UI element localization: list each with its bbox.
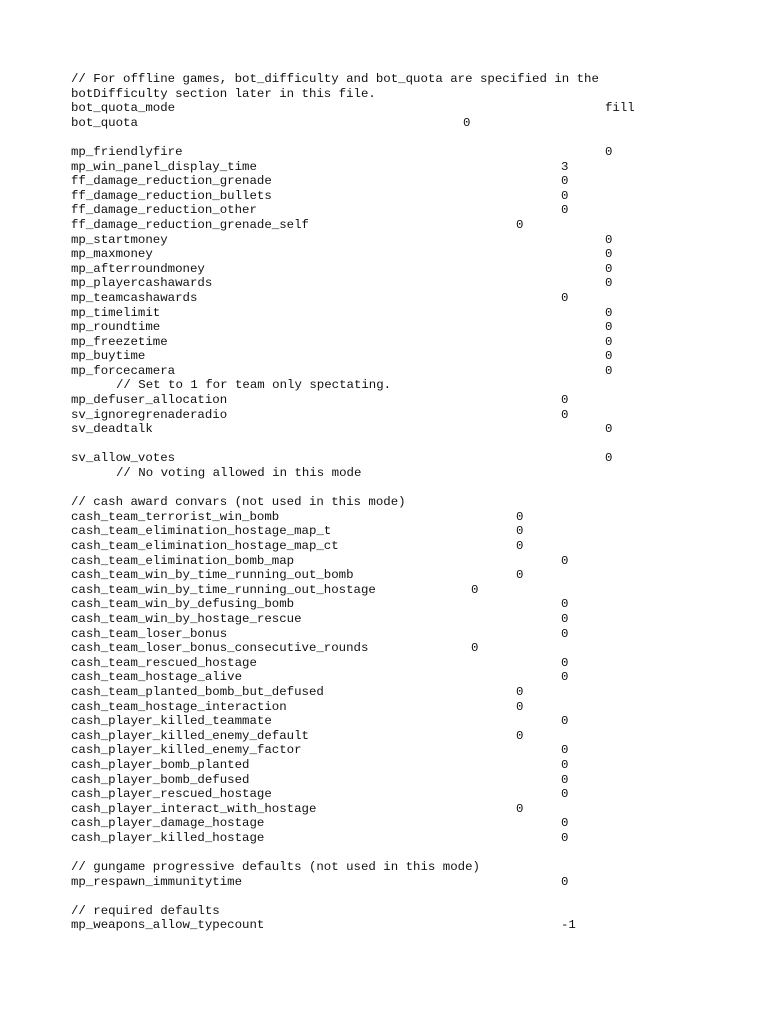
setting-value: 0 [561, 174, 569, 189]
setting-row [71, 597, 731, 612]
setting-value: 0 [561, 816, 569, 831]
setting-value: 0 [561, 407, 569, 422]
setting-key: cash_team_loser_bonus_consecutive_rounds [71, 641, 369, 656]
setting-key: mp_afterroundmoney [71, 261, 205, 276]
setting-value: 0 [561, 757, 569, 772]
setting-row [71, 816, 731, 831]
blank-line [71, 437, 731, 452]
blank-line [71, 845, 731, 860]
setting-key: sv_ignoregrenaderadio [71, 407, 228, 422]
setting-key: cash_team_hostage_alive [71, 670, 243, 685]
setting-key: ff_damage_reduction_other [71, 203, 257, 218]
setting-row [71, 101, 731, 116]
setting-key: mp_forcecamera [71, 363, 176, 378]
setting-row [71, 451, 731, 466]
setting-key: bot_quota [71, 115, 138, 130]
comment-line: // gungame progressive defaults (not used in this mode) [71, 860, 480, 875]
setting-key: cash_team_win_by_hostage_rescue [71, 611, 302, 626]
setting-row [71, 145, 731, 160]
setting-value: 0 [516, 684, 524, 699]
setting-value: 0 [561, 626, 569, 641]
comment-line: // Set to 1 for team only spectating. [116, 378, 392, 393]
setting-key: mp_timelimit [71, 305, 161, 320]
setting-key: cash_team_elimination_hostage_map_t [71, 524, 332, 539]
setting-value: 0 [605, 422, 613, 437]
setting-row [71, 408, 731, 423]
setting-row [71, 743, 731, 758]
setting-value: 0 [561, 393, 569, 408]
blank-line [71, 130, 731, 145]
setting-row [71, 656, 731, 671]
setting-row [71, 349, 731, 364]
setting-key: ff_damage_reduction_grenade_self [71, 217, 309, 232]
setting-row [71, 627, 731, 642]
setting-key: cash_team_rescued_hostage [71, 655, 257, 670]
setting-key: ff_damage_reduction_grenade [71, 174, 272, 189]
setting-key: cash_team_win_by_time_running_out_hostage [71, 582, 376, 597]
setting-value: 0 [605, 144, 613, 159]
setting-key: mp_roundtime [71, 320, 161, 335]
setting-row [71, 189, 731, 204]
comment-line: // For offline games, bot_difficulty and bot_quota are specified in the [71, 72, 599, 86]
setting-row [71, 203, 731, 218]
setting-value: 0 [605, 334, 613, 349]
setting-row [71, 276, 731, 291]
setting-row [71, 510, 731, 525]
setting-value: 0 [561, 203, 569, 218]
setting-value: fill [605, 101, 635, 116]
setting-key: sv_allow_votes [71, 451, 176, 466]
setting-key: cash_team_terrorist_win_bomb [71, 509, 280, 524]
setting-value: 0 [471, 641, 479, 656]
setting-row [71, 116, 731, 131]
setting-value: 0 [561, 714, 569, 729]
setting-key: mp_teamcashawards [71, 290, 198, 305]
setting-row [71, 247, 731, 262]
setting-row [71, 335, 731, 350]
setting-value: 0 [516, 801, 524, 816]
setting-row [71, 670, 731, 685]
setting-row [71, 218, 731, 233]
setting-key: cash_team_loser_bonus [71, 626, 228, 641]
setting-key: cash_player_killed_enemy_default [71, 728, 309, 743]
setting-row [71, 583, 731, 598]
setting-key: cash_player_rescued_hostage [71, 787, 272, 802]
setting-key: mp_playercashawards [71, 276, 213, 291]
setting-value: 0 [561, 188, 569, 203]
setting-row [71, 875, 731, 890]
setting-row [71, 422, 731, 437]
setting-value: 0 [561, 553, 569, 568]
setting-key: cash_player_killed_enemy_factor [71, 743, 302, 758]
setting-row [71, 364, 731, 379]
setting-row [71, 773, 731, 788]
setting-value: 0 [561, 290, 569, 305]
setting-value: 0 [516, 509, 524, 524]
comment-line: // cash award convars (not used in this mode) [71, 495, 406, 510]
setting-row [71, 554, 731, 569]
setting-row [71, 700, 731, 715]
setting-key: cash_player_bomb_defused [71, 772, 250, 787]
setting-value: 0 [561, 743, 569, 758]
setting-row [71, 612, 731, 627]
setting-value: 0 [561, 655, 569, 670]
setting-key: ff_damage_reduction_bullets [71, 188, 272, 203]
setting-row [71, 758, 731, 773]
setting-value: 0 [605, 363, 613, 378]
setting-row [71, 291, 731, 306]
setting-row [71, 393, 731, 408]
setting-key: cash_team_planted_bomb_but_defused [71, 684, 324, 699]
setting-key: mp_freezetime [71, 334, 168, 349]
setting-key: mp_respawn_immunitytime [71, 874, 243, 889]
setting-key: mp_maxmoney [71, 247, 153, 262]
blank-line [71, 481, 731, 496]
setting-row [71, 787, 731, 802]
setting-value: 0 [605, 305, 613, 320]
setting-key: cash_team_elimination_hostage_map_ct [71, 539, 339, 553]
comment-line: // No voting allowed in this mode [116, 466, 362, 481]
setting-value: 3 [561, 159, 569, 174]
setting-row [71, 160, 731, 175]
setting-value: -1 [561, 918, 576, 933]
setting-row [71, 320, 731, 335]
setting-key: cash_player_killed_teammate [71, 714, 272, 729]
setting-key: cash_player_bomb_planted [71, 757, 250, 772]
setting-row [71, 233, 731, 248]
setting-row [71, 306, 731, 321]
setting-value: 0 [605, 320, 613, 335]
setting-key: mp_win_panel_display_time [71, 159, 257, 174]
setting-key: cash_player_killed_hostage [71, 830, 265, 845]
setting-key: mp_buytime [71, 349, 146, 364]
setting-value: 0 [516, 217, 524, 232]
setting-key: sv_deadtalk [71, 422, 153, 437]
setting-row [71, 831, 731, 846]
config-document [71, 72, 731, 933]
setting-row [71, 918, 731, 933]
setting-value: 0 [605, 451, 613, 466]
comment-line: // required defaults [71, 903, 220, 918]
setting-value: 0 [516, 568, 524, 583]
blank-line [71, 889, 731, 904]
setting-value: 0 [516, 728, 524, 743]
setting-row [71, 524, 731, 539]
setting-value: 0 [561, 830, 569, 845]
setting-row [71, 685, 731, 700]
setting-value: 0 [605, 247, 613, 262]
setting-row [71, 539, 731, 554]
setting-key: mp_weapons_allow_typecount [71, 918, 265, 933]
setting-key: cash_player_interact_with_hostage [71, 801, 317, 816]
setting-key: cash_team_win_by_time_running_out_bomb [71, 568, 354, 583]
setting-row [71, 641, 731, 656]
setting-value: 0 [561, 611, 569, 626]
setting-key: mp_friendlyfire [71, 144, 183, 159]
setting-row [71, 262, 731, 277]
setting-row [71, 802, 731, 817]
setting-value: 0 [561, 772, 569, 787]
setting-row [71, 174, 731, 189]
comment-line: botDifficulty section later in this file. [71, 86, 376, 101]
setting-value: 0 [471, 582, 479, 597]
setting-value: 0 [516, 539, 524, 553]
setting-value: 0 [605, 232, 613, 247]
setting-value: 0 [605, 261, 613, 276]
setting-key: mp_defuser_allocation [71, 393, 228, 408]
setting-row [71, 568, 731, 583]
setting-key: cash_player_damage_hostage [71, 816, 265, 831]
setting-value: 0 [561, 670, 569, 685]
setting-key: cash_team_win_by_defusing_bomb [71, 597, 295, 612]
setting-value: 0 [605, 276, 613, 291]
setting-value: 0 [561, 787, 569, 802]
setting-row [71, 714, 731, 729]
setting-key: cash_team_hostage_interaction [71, 699, 287, 714]
setting-value: 0 [561, 874, 569, 889]
setting-value: 0 [516, 524, 524, 539]
setting-value: 0 [463, 115, 471, 130]
setting-value: 0 [605, 349, 613, 364]
setting-key: mp_startmoney [71, 232, 168, 247]
setting-row [71, 729, 731, 744]
setting-key: bot_quota_mode [71, 101, 176, 116]
setting-value: 0 [516, 699, 524, 714]
setting-key: cash_team_elimination_bomb_map [71, 553, 295, 568]
setting-value: 0 [561, 597, 569, 612]
